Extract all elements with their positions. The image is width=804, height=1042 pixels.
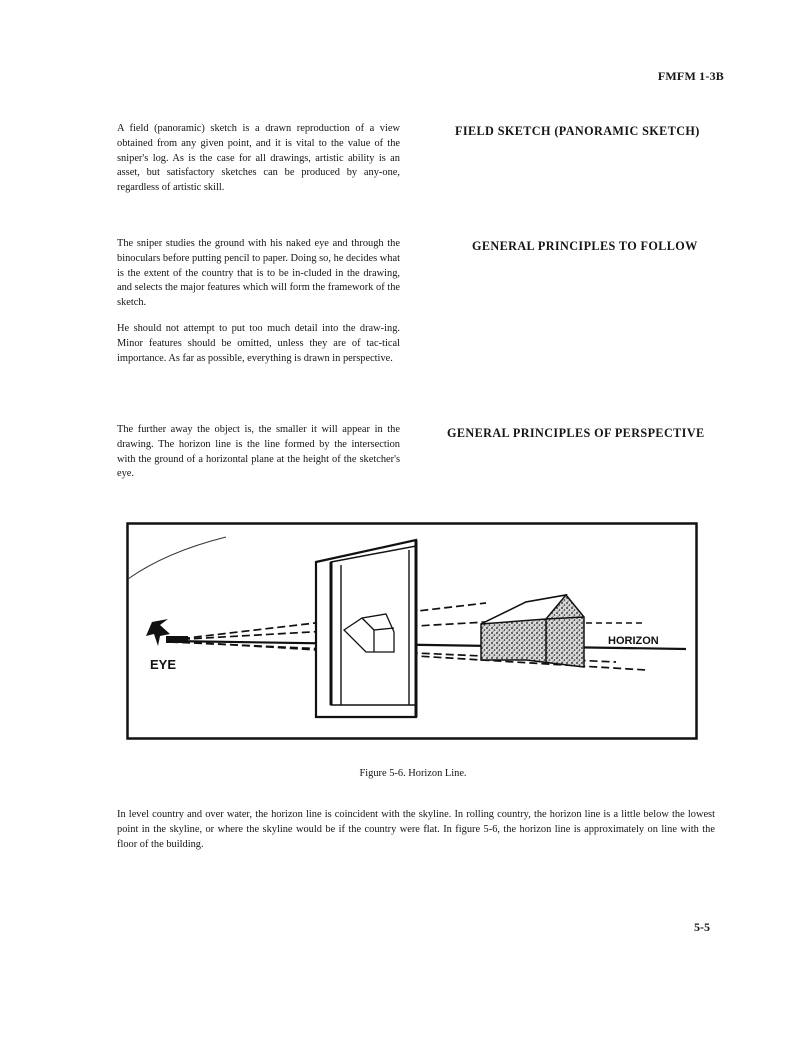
paragraph-horizon-explanation: In level country and over water, the horizon line is coincident with the skyline. In rolling country, the horizon line is a little below the lowest point in the skyline, or where the skyline would be if the country were flat. In figure 5-6, the horizon line is approximately on line with the floor of the building. bbox=[117, 809, 715, 850]
figure-caption: Figure 5-6. Horizon Line. bbox=[359, 768, 467, 779]
horizon-label: HORIZON bbox=[608, 635, 659, 647]
heading-principles-follow: GENERAL PRINCIPLES TO FOLLOW bbox=[472, 239, 698, 253]
eye-label: EYE bbox=[150, 657, 177, 672]
paragraph-perspective: The further away the object is, the smaller it will appear in the drawing. The horizon line is the line formed by the intersection with the ground of a horizontal plane at the height of the sketcher's eye. bbox=[117, 424, 400, 480]
running-header: FMFM 1-3B bbox=[657, 69, 724, 83]
paragraph-principles-follow-1: The sniper studies the ground with his naked eye and through the binoculars before putting pencil to paper. Doing so, he decides what is the extent of the country that is to be in-cluded in the drawing, and selects the major features which will form the framework of the sketch. bbox=[117, 238, 400, 309]
paragraph-principles-follow-2: He should not attempt to put too much detail into the draw-ing. Minor features should be omitted, unless they are of tac-tical importance. As far as possible, everything is drawn in perspective. bbox=[117, 323, 400, 364]
horizon-line-figure bbox=[126, 522, 698, 740]
heading-perspective: GENERAL PRINCIPLES OF PERSPECTIVE bbox=[447, 426, 705, 440]
page-number: 5-5 bbox=[694, 920, 710, 934]
heading-field-sketch: FIELD SKETCH (PANORAMIC SKETCH) bbox=[455, 124, 700, 138]
paragraph-field-sketch: A field (panoramic) sketch is a drawn reproduction of a view obtained from any given point, and it is vital to the value of the sniper's log. As is the case for all drawings, artistic ability is an asset, but satisfactory sketches can be produced by any-one, regardless of artistic skill. bbox=[117, 123, 400, 194]
